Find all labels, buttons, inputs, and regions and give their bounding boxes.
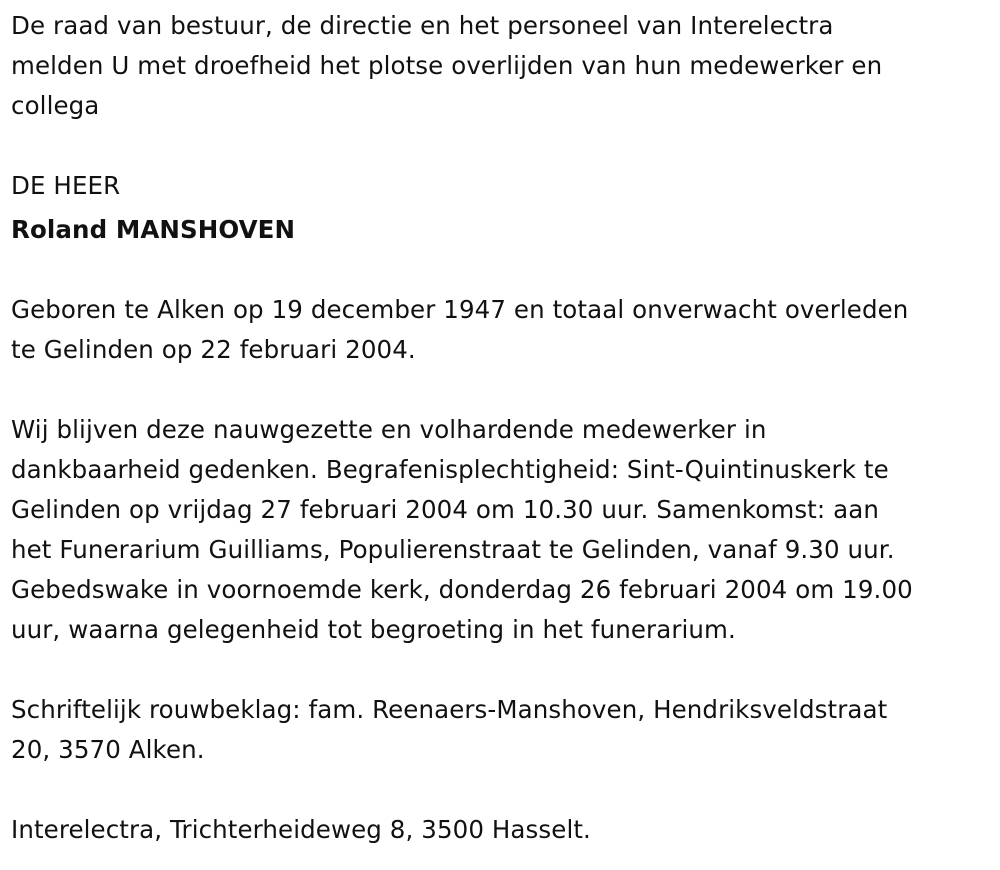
spacer: [11, 126, 991, 166]
spacer: [11, 770, 991, 810]
salutation: DE HEER: [11, 171, 121, 200]
birth-death-line: te Gelinden op 22 februari 2004.: [11, 335, 416, 364]
condolences-line: Schriftelijk rouwbeklag: fam. Reenaers-Manshoven, Hendriksveldstraat: [11, 695, 888, 724]
spacer: [11, 250, 991, 290]
intro-paragraph: [11, 6, 991, 126]
remembrance-line: Gelinden op vrijdag 27 februari 2004 om 10.30 uur. Samenkomst: aan: [11, 495, 879, 524]
birth-death-line: Geboren te Alken op 19 december 1947 en totaal onverwacht overleden: [11, 295, 909, 324]
remembrance-line: Gebedswake in voornoemde kerk, donderdag 26 februari 2004 om 19.00: [11, 575, 913, 604]
spacer: [11, 650, 991, 690]
intro-line: De raad van bestuur, de directie en het personeel van Interelectra: [11, 11, 834, 40]
death-notice: [11, 6, 991, 850]
remembrance-paragraph: [11, 410, 991, 650]
intro-line: collega: [11, 91, 100, 120]
condolences-paragraph: [11, 690, 991, 770]
remembrance-line: uur, waarna gelegenheid tot begroeting in het funerarium.: [11, 615, 736, 644]
birth-death-paragraph: [11, 290, 991, 370]
spacer: [11, 370, 991, 410]
remembrance-line: dankbaarheid gedenken. Begrafenisplechtigheid: Sint-Quintinuskerk te: [11, 455, 889, 484]
sender-address: Interelectra, Trichterheideweg 8, 3500 Hasselt.: [11, 815, 591, 844]
condolences-line: 20, 3570 Alken.: [11, 735, 205, 764]
deceased-name: Roland MANSHOVEN: [11, 215, 296, 244]
intro-line: melden U met droefheid het plotse overlijden van hun medewerker en: [11, 51, 883, 80]
remembrance-line: Wij blijven deze nauwgezette en volhardende medewerker in: [11, 415, 767, 444]
remembrance-line: het Funerarium Guilliams, Populierenstraat te Gelinden, vanaf 9.30 uur.: [11, 535, 895, 564]
